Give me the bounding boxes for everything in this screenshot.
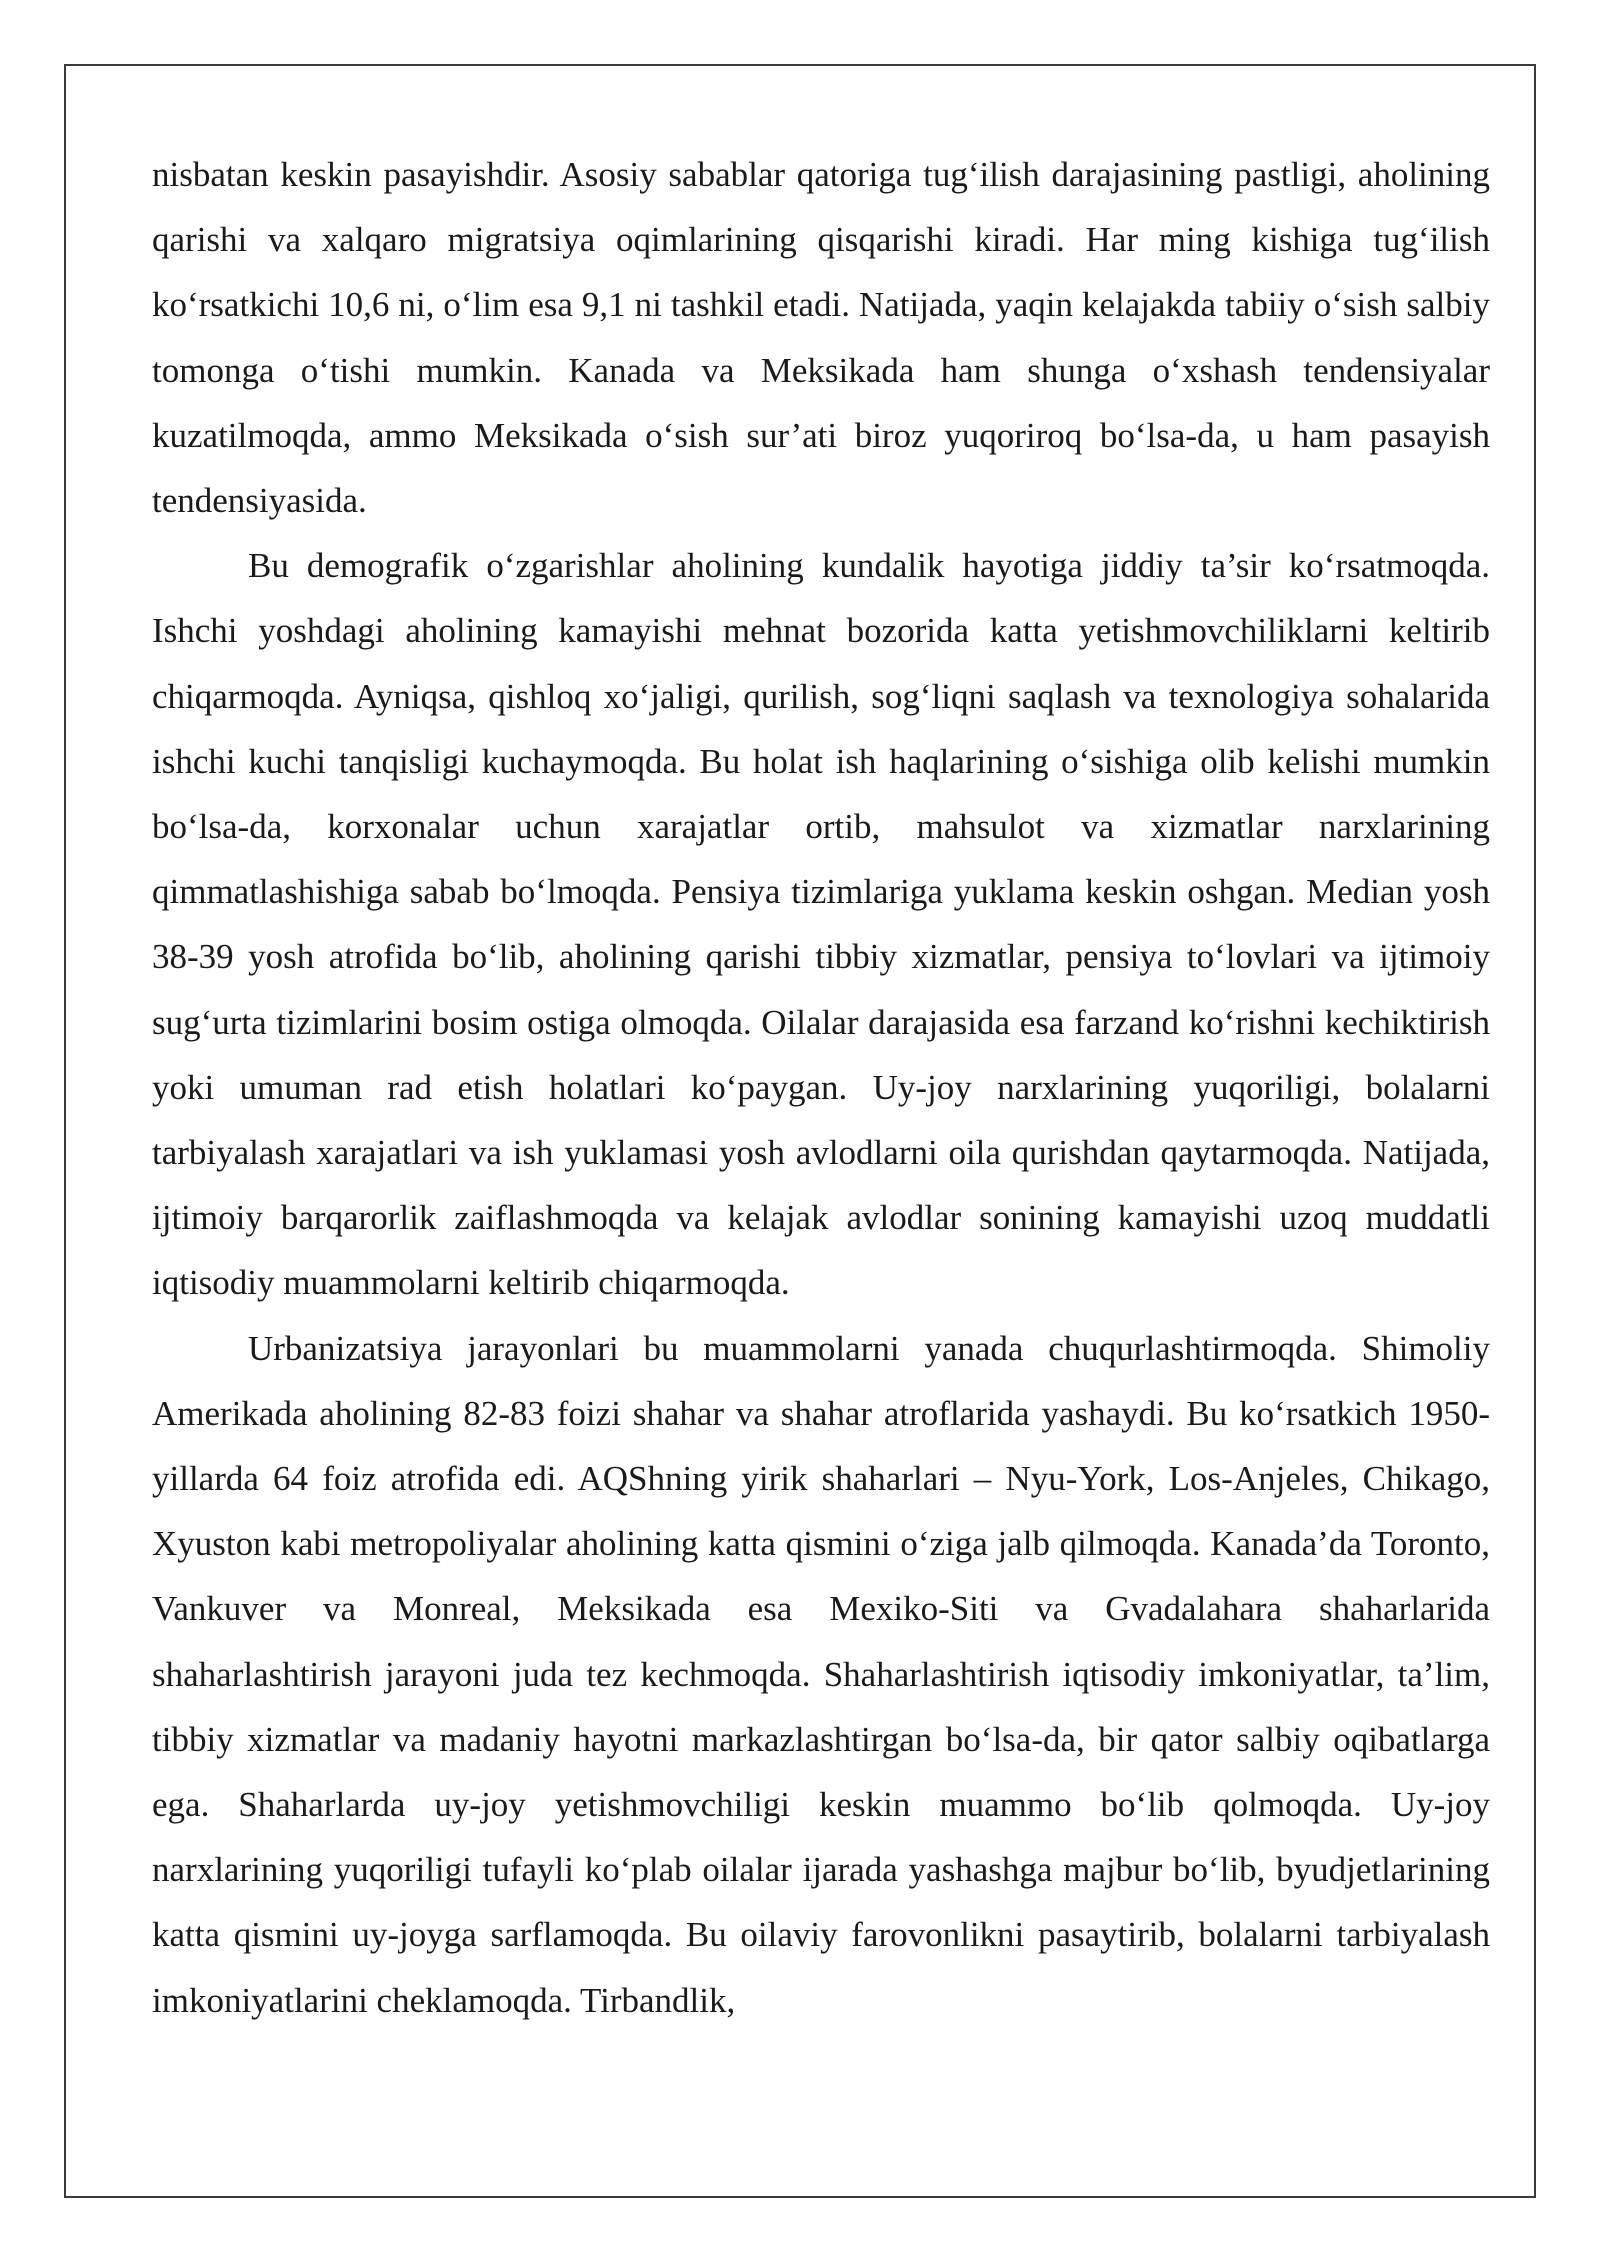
paragraph-2: Bu demografik o‘zgarishlar aholining kundalik hayotiga jiddiy ta’sir ko‘rsatmoqda. Ishchi yoshdagi aholining kamayishi mehnat bozorida katta yetishmovchiliklarni keltirib chiqarmoqda. Ayniqsa, qishloq xo‘jaligi, qurilish, sog‘liqni saqlash va texnologiya sohalarida ishchi kuchi tanqisligi kuchaymoqda. Bu holat ish haqlarining o‘sishiga olib kelishi mumkin bo‘lsa-da, korxonalar uchun xarajatlar ortib, mahsulot va xizmatlar narxlarining qimmatlashishiga sabab bo‘lmoqda. Pensiya tizimlariga yuklama keskin oshgan. Median yosh 38-39 yosh atrofida bo‘lib, aholining qarishi tibbiy xizmatlar, pensiya to‘lovlari va ijtimoiy sug‘urta tizimlarini bosim ostiga olmoqda. Oilalar darajasida esa farzand ko‘rishni kechiktirish yoki umuman rad etish holatlari ko‘paygan. Uy-joy narxlarining yuqoriligi, bolalarni tarbiyalash xarajatlari va ish yuklamasi yosh avlodlarni oila qurishdan qaytarmoqda. Natijada, ijtimoiy barqarorlik zaiflashmoqda va kelajak avlodlar sonining kamayishi uzoq muddatli iqtisodiy muammolarni keltirib chiqarmoqda. bbox=[152, 546, 1490, 1303]
document-body bbox=[152, 142, 1490, 2033]
paragraph-1: nisbatan keskin pasayishdir. Asosiy sabablar qatoriga tug‘ilish darajasining pastligi, aholining qarishi va xalqaro migratsiya oqimlarining qisqarishi kiradi. Har ming kishiga tug‘ilish ko‘rsatkichi 10,6 ni, o‘lim esa 9,1 ni tashkil etadi. Natijada, yaqin kelajakda tabiiy o‘sish salbiy tomonga o‘tishi mumkin. Kanada va Meksikada ham shunga o‘xshash tendensiyalar kuzatilmoqda, ammo Meksikada o‘sish sur’ati biroz yuqoriroq bo‘lsa-da, u ham pasayish tendensiyasida. bbox=[152, 155, 1490, 521]
paragraph-3: Urbanizatsiya jarayonlari bu muammolarni yanada chuqurlashtirmoqda. Shimoliy Amerikada aholining 82-83 foizi shahar va shahar atroflarida yashaydi. Bu ko‘rsatkich 1950-yillarda 64 foiz atrofida edi. AQShning yirik shaharlari – Nyu-York, Los-Anjeles, Chikago, Xyuston kabi metropoliyalar aholining katta qismini o‘ziga jalb qilmoqda. Kanada’da Toronto, Vankuver va Monreal, Meksikada esa Mexiko-Siti va Gvadalahara shaharlarida shaharlashtirish jarayoni juda tez kechmoqda. Shaharlashtirish iqtisodiy imkoniyatlar, ta’lim, tibbiy xizmatlar va madaniy hayotni markazlashtirgan bo‘lsa-da, bir qator salbiy oqibatlarga ega. Shaharlarda uy-joy yetishmovchiligi keskin muammo bo‘lib qolmoqda. Uy-joy narxlarining yuqoriligi tufayli ko‘plab oilalar ijarada yashashga majbur bo‘lib, byudjetlarining katta qismini uy-joyga sarflamoqda. Bu oilaviy farovonlikni pasaytirib, bolalarni tarbiyalash imkoniyatlarini cheklamoqda. Tirbandlik, bbox=[152, 1328, 1490, 2020]
